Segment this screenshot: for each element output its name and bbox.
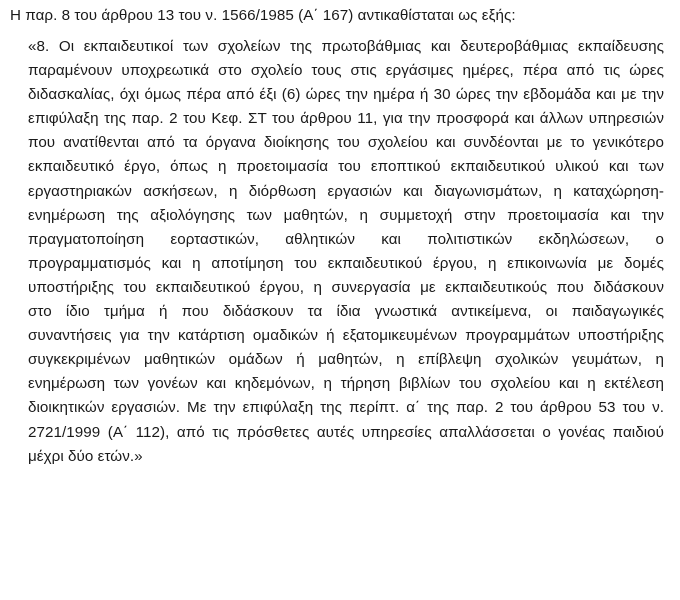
paragraph-line-18: μέχρι δύο ετών.» xyxy=(28,447,143,465)
paragraph-line-11: υποστήριξης του εκπαιδευτικού έργου, η συνεργασία με εκπαιδευτικούς που διδάσκουν xyxy=(28,278,664,296)
paragraph-line-2: παραμένουν υποχρεωτικά στο σχολείο τους στις εργάσιμες ημέρες, πέρα από τις ώρες xyxy=(28,62,664,80)
paragraph-line-8: ενημέρωση της αξιολόγησης των μαθητών, η συμμετοχή στην προετοιμασία και την xyxy=(28,206,664,224)
paragraph-line-6: εκπαιδευτικό έργο, όπως η προετοιμασία του εποπτικού εκπαιδευτικού υλικού και των xyxy=(28,158,664,176)
paragraph-line-15: ενημέρωση των γονέων και κηδεμόνων, η τήρηση βιβλίων του σχολείου και η εκτέλεση xyxy=(28,375,664,393)
paragraph-line-14: συγκεκριμένων μαθητικών ομάδων ή μαθητών, η επίβλεψη σχολικών γευμάτων, η xyxy=(28,351,664,369)
paragraph-line-16: διοικητικών εργασιών. Με την επιφύλαξη της περίπτ. α΄ της παρ. 2 του άρθρου 53 του ν. xyxy=(28,399,664,417)
paragraph-line-13: συναντήσεις για την κατάρτιση ομαδικών ή εξατομικευμένων προγραμμάτων υποστήριξης xyxy=(28,327,664,345)
paragraph-line-1: «8. Οι εκπαιδευτικοί των σχολείων της πρωτοβάθμιας και δευτεροβάθμιας εκπαίδευσης xyxy=(28,38,664,55)
paragraph-line-12: στο ίδιο τμήμα ή που διδάσκουν τα ίδια γνωστικά αντικείμενα, οι παιδαγωγικές xyxy=(28,303,664,321)
paragraph-line-9: πραγματοποίηση εορταστικών, αθλητικών και πολιτιστικών εκδηλώσεων, ο xyxy=(28,230,664,248)
paragraph-line-17: 2721/1999 (Α΄ 112), από τις πρόσθετες αυτές υπηρεσίες απαλλάσσεται ο γονέας παιδιού xyxy=(28,423,664,441)
paragraph-line-5: που ανατίθενται από τα όργανα διοίκησης του σχολείου και συνδέονται με το γενικότερο xyxy=(28,134,664,152)
paragraph-line-10: προγραμματισμός και η αποτίμηση του εκπαιδευτικού έργου, η επικοινωνία με δομές xyxy=(28,254,664,272)
intro-line: Η παρ. 8 του άρθρου 13 του ν. 1566/1985 (Α΄ 167) αντικαθίσταται ως εξής: xyxy=(10,7,516,24)
paragraph-line-3: διδασκαλίας, όχι όμως πέρα από έξι (6) ώρες την ημέρα ή 30 ώρες την εβδομάδα και με την xyxy=(28,86,664,104)
paragraph-line-7: εργαστηριακών ασκήσεων, η διόρθωση εργασιών και διαγωνισμάτων, η καταχώρηση- xyxy=(28,182,664,200)
paragraph-line-4: επιφύλαξη της παρ. 2 του Κεφ. ΣΤ του άρθρου 11, για την προσφορά και άλλων υπηρεσιών xyxy=(28,110,664,128)
quoted-paragraph xyxy=(28,35,664,469)
